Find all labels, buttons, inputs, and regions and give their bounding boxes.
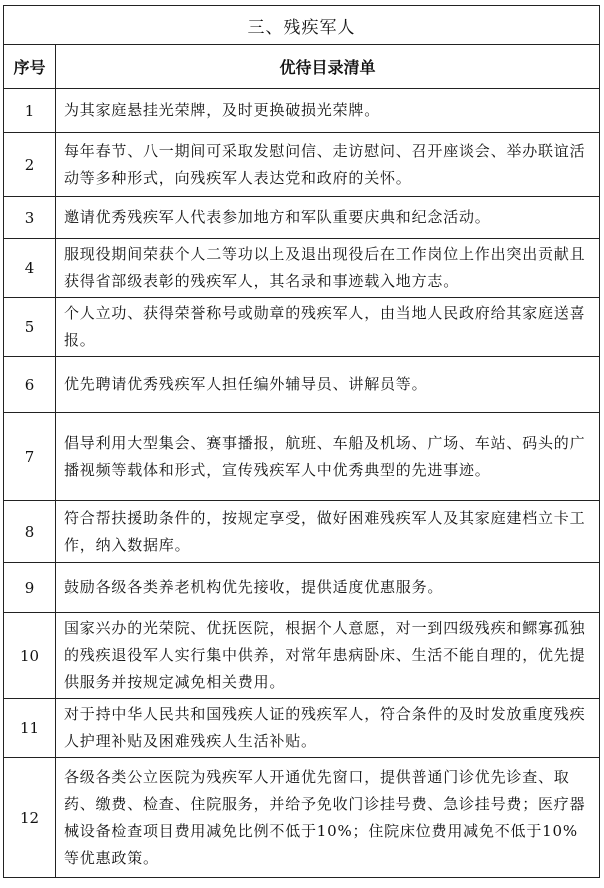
row-number: 11 [4,699,56,758]
title-row [4,6,600,45]
row-number: 3 [4,197,56,239]
row-number: 12 [4,758,56,878]
header-row [4,45,600,89]
row-content: 倡导利用大型集会、赛事播报，航班、车船及机场、广场、车站、码头的广播视频等载体和形式，宣传残疾军人中优秀典型的先进事迹。 [56,413,600,501]
row-content: 邀请优秀残疾军人代表参加地方和军队重要庆典和纪念活动。 [56,197,600,239]
row-number: 4 [4,239,56,298]
row-content: 每年春节、八一期间可采取发慰问信、走访慰问、召开座谈会、举办联谊活动等多种形式，向残疾军人表达党和政府的关怀。 [56,133,600,197]
row-number: 9 [4,563,56,613]
row-content: 服现役期间荣获个人二等功以上及退出现役后在工作岗位上作出突出贡献且获得省部级表彰的残疾军人，其名录和事迹载入地方志。 [56,239,600,298]
row-number: 7 [4,413,56,501]
number-header: 序号 [4,45,56,89]
row-number: 1 [4,89,56,133]
row-content: 个人立功、获得荣誉称号或勋章的残疾军人，由当地人民政府给其家庭送喜报。 [56,298,600,357]
row-content: 符合帮扶援助条件的，按规定享受，做好困难残疾军人及其家庭建档立卡工作，纳入数据库。 [56,501,600,563]
content-header: 优待目录清单 [56,45,600,89]
table-row [4,357,600,413]
table-row [4,758,600,878]
row-number: 10 [4,613,56,699]
table-row [4,413,600,501]
row-number: 8 [4,501,56,563]
row-content: 优先聘请优秀残疾军人担任编外辅导员、讲解员等。 [56,357,600,413]
row-content: 为其家庭悬挂光荣牌，及时更换破损光荣牌。 [56,89,600,133]
table-row [4,239,600,298]
table-row [4,699,600,758]
row-content: 各级各类公立医院为残疾军人开通优先窗口，提供普通门诊优先诊查、取药、缴费、检查、住院服务，并给予免收门诊挂号费、急诊挂号费；医疗器械设备检查项目费用减免比例不低于10%；住院床位费用减免不低于10%等优惠政策。 [56,758,600,878]
row-number: 5 [4,298,56,357]
row-number: 2 [4,133,56,197]
table-row [4,133,600,197]
row-content: 国家兴办的光荣院、优抚医院，根据个人意愿，对一到四级残疾和鳏寡孤独的残疾退役军人实行集中供养，对常年患病卧床、生活不能自理的，优先提供服务并按规定减免相关费用。 [56,613,600,699]
benefits-table [3,5,600,878]
table-row [4,197,600,239]
table-row [4,89,600,133]
row-content: 鼓励各级各类养老机构优先接收，提供适度优惠服务。 [56,563,600,613]
row-content: 对于持中华人民共和国残疾人证的残疾军人，符合条件的及时发放重度残疾人护理补贴及困难残疾人生活补贴。 [56,699,600,758]
table-row [4,563,600,613]
table-row [4,298,600,357]
table-title: 三、残疾军人 [4,6,600,45]
row-number: 6 [4,357,56,413]
table-row [4,501,600,563]
table-row [4,613,600,699]
